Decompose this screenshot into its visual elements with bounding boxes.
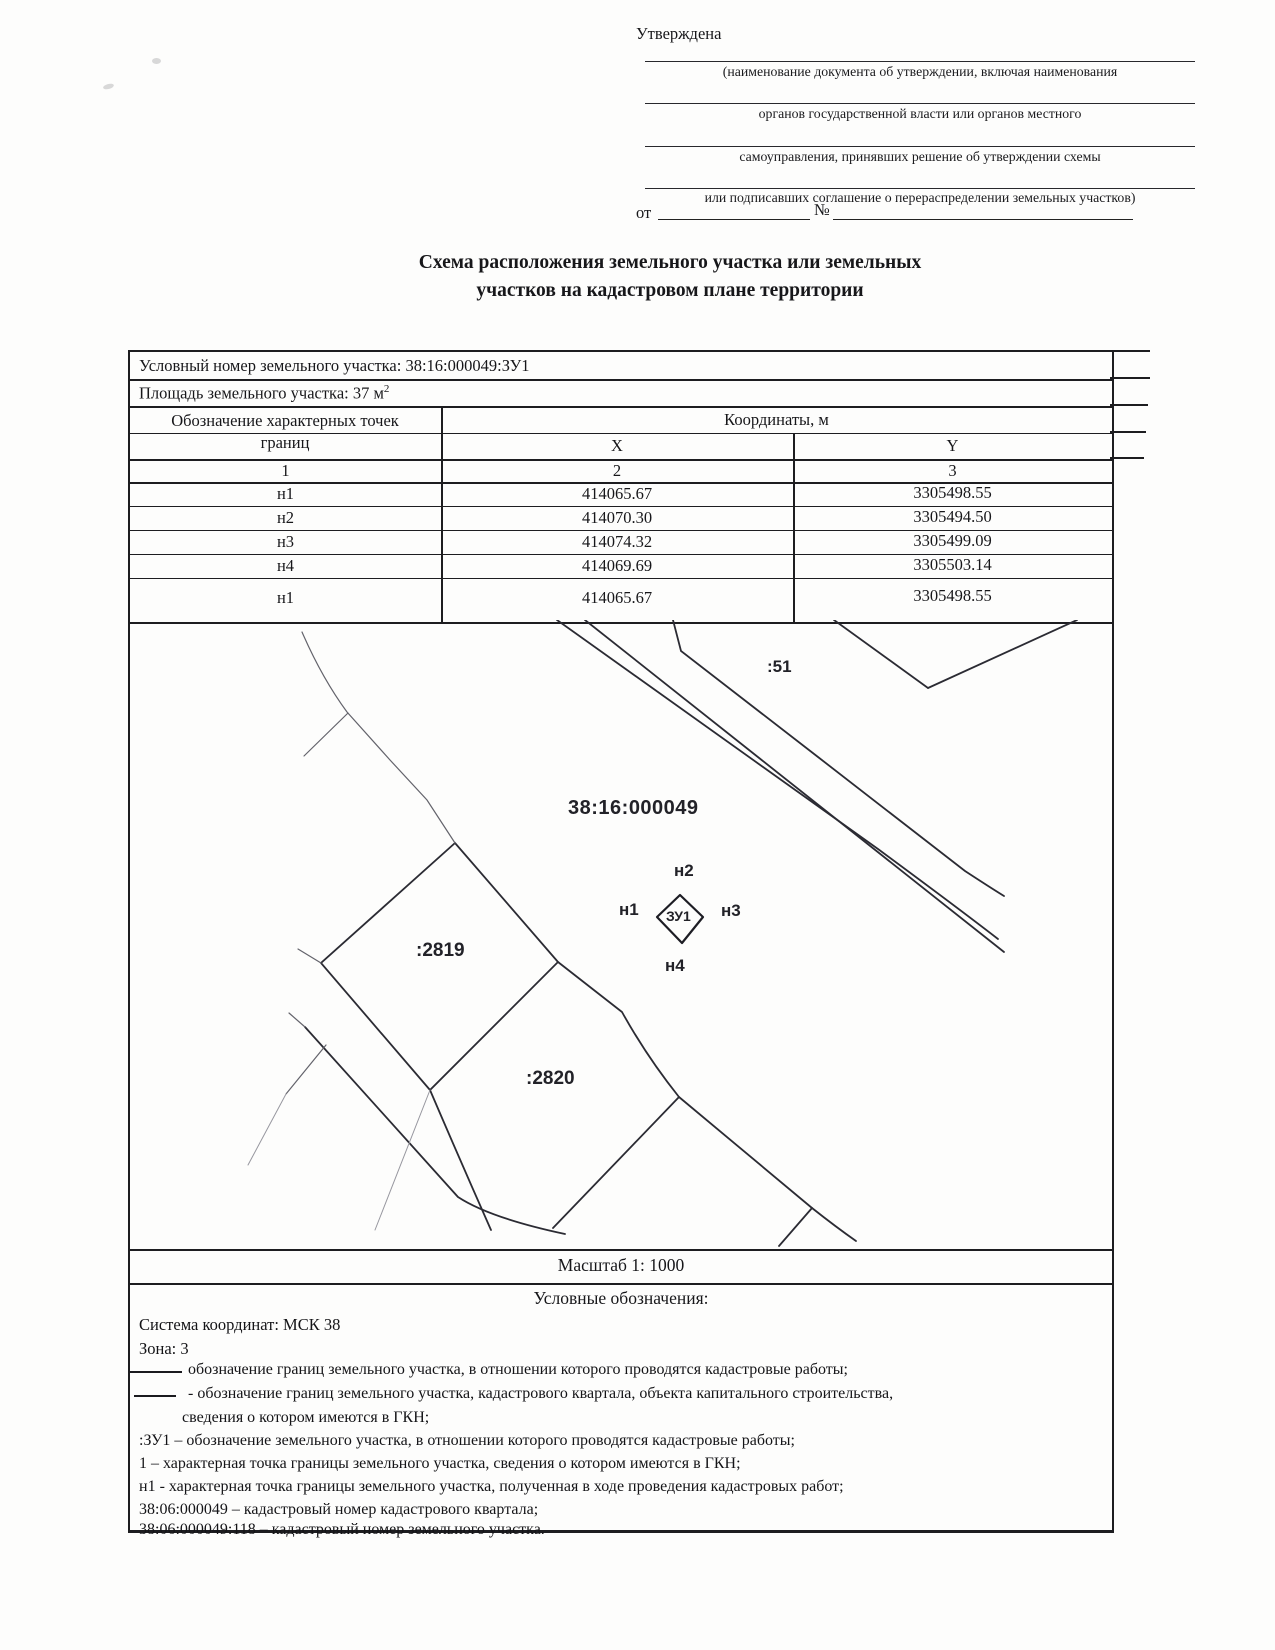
point-n2-label: н2 (674, 861, 694, 880)
y-cell: 3305498.55 (913, 483, 992, 502)
boundary-line (679, 1097, 812, 1208)
road-line (585, 620, 1004, 952)
area-text: Площадь земельного участка: 37 м (139, 383, 384, 403)
header-points: Обозначение характерных точек границ (171, 411, 399, 453)
scan-line-overshoot (1110, 431, 1146, 433)
point-cell: н2 (276, 508, 295, 527)
legend-item: н1 - характерная точка границы земельного участка, полученная в ходе проведения кадастровых работ; (139, 1478, 844, 1495)
index-cell: 3 (948, 461, 957, 480)
approval-caption: или подписавших соглашение о перераспределении земельных участков) (704, 190, 1136, 205)
legend-item: 38:06:000049:118 – кадастровый номер земельного участка. (139, 1521, 545, 1538)
area-superscript: 2 (383, 383, 390, 395)
spur-line (289, 1013, 305, 1027)
faint-extension (248, 1094, 286, 1165)
approval-date-blank (658, 219, 810, 220)
boundary-line (779, 1208, 812, 1246)
parcel-zu1-label: ЗУ1 (666, 908, 691, 924)
approval-underline (645, 61, 1195, 62)
point-cell: н3 (276, 532, 295, 551)
spur-line (298, 949, 321, 963)
legend-heading: Условные обозначения: (533, 1288, 709, 1308)
x-cell: 414065.67 (581, 484, 653, 503)
approval-title: Утверждена (636, 24, 722, 43)
legend-item: :ЗУ1 – обозначение земельного участка, в отношении которого проводятся кадастровые работы; (139, 1432, 795, 1449)
scan-line-overshoot (1110, 377, 1150, 379)
scan-line-overshoot (1110, 404, 1148, 406)
divider-line (130, 406, 1112, 408)
page-title-line1: Схема расположения земельного участка или земельных (418, 252, 922, 273)
parcel-2820-label: :2820 (526, 1068, 575, 1089)
divider-line (130, 1283, 1112, 1285)
approval-number-blank (833, 219, 1133, 220)
boundary-line (305, 1027, 565, 1234)
boundary-line (553, 1097, 679, 1228)
y-cell: 3305503.14 (913, 555, 992, 574)
approval-number-label: № (814, 200, 830, 219)
thin-boundaries (286, 632, 455, 1094)
y-cell: 3305494.50 (913, 507, 992, 526)
legend-item: 1 – характерная точка границы земельного участка, сведения о котором имеются в ГКН; (139, 1455, 741, 1472)
area-row (139, 383, 389, 404)
y-cell: 3305498.55 (913, 586, 992, 605)
conditional-number-row: Условный номер земельного участка: 38:16:000049:ЗУ1 (139, 356, 530, 375)
point-cell: н4 (276, 556, 295, 575)
approval-caption: (наименование документа об утверждении, включая наименования (722, 64, 1118, 79)
quarter-boundary (558, 962, 679, 1097)
boundary-line (673, 620, 1004, 896)
quarter-number-label: 38:16:000049 (568, 797, 699, 819)
legend-thick-line-symbol (130, 1371, 182, 1373)
scan-line-overshoot (1110, 457, 1144, 459)
x-cell: 414069.69 (581, 556, 653, 575)
approval-underline (645, 103, 1195, 104)
x-cell: 414065.67 (581, 588, 653, 607)
point-cell: н1 (276, 484, 295, 503)
divider-line (130, 379, 1112, 381)
faint-extension (375, 1090, 430, 1230)
point-n3-label: н3 (721, 901, 741, 920)
zone: Зона: 3 (139, 1339, 189, 1358)
point-n1-label: н1 (619, 900, 639, 919)
approval-underline (645, 188, 1195, 189)
scale-label: Масштаб 1: 1000 (557, 1255, 685, 1275)
scan-line-overshoot (1110, 350, 1150, 352)
x-cell: 414070.30 (581, 508, 653, 527)
approval-caption: органов государственной власти или органов местного (758, 106, 1082, 121)
coordinate-system: Система координат: МСК 38 (139, 1315, 341, 1334)
index-cell: 1 (281, 461, 290, 480)
branch-line (304, 713, 348, 756)
index-cell: 2 (612, 461, 622, 480)
branch-line (286, 1045, 326, 1094)
point-cell: н1 (276, 588, 295, 607)
legend-thin-line-symbol (134, 1395, 176, 1397)
approval-underline (645, 146, 1195, 147)
header-x: X (611, 436, 623, 455)
legend-item: обозначение границ земельного участка, в отношении которого проводятся кадастровые работы; (188, 1361, 848, 1378)
faint-lines (248, 1090, 430, 1230)
cadastral-map (130, 620, 1110, 1247)
y-cell: 3305499.09 (913, 531, 992, 550)
quarter-boundary-thin (302, 632, 455, 843)
parcel-51-label: :51 (767, 657, 792, 676)
x-cell: 414074.32 (581, 532, 653, 551)
approval-caption: самоуправления, принявших решение об утверждении схемы (739, 149, 1101, 164)
divider-line (130, 578, 1112, 579)
boundary-line (928, 620, 1077, 688)
page-title-line2: участков на кадастровом плане территории (476, 280, 864, 301)
scan-smudge (103, 83, 115, 91)
parcel-2819-label: :2819 (416, 940, 465, 961)
point-n4-label: н4 (665, 956, 685, 975)
parcel-2819-outline (321, 843, 558, 1090)
map-drawing (130, 620, 1110, 1247)
legend-item: 38:06:000049 – кадастровый номер кадастрового квартала; (139, 1501, 539, 1518)
header-coordinates: Координаты, м (724, 410, 829, 429)
legend-item: сведения о котором имеются в ГКН; (182, 1409, 430, 1426)
approval-from-label: от (636, 203, 652, 222)
header-y: Y (946, 436, 959, 455)
boundary-line (834, 620, 928, 688)
scan-smudge (152, 58, 161, 64)
map-bottom-border (130, 1249, 1112, 1251)
boundary-line (812, 1208, 856, 1241)
legend-item: - обозначение границ земельного участка, кадастрового квартала, объекта капитального строительства, (188, 1385, 894, 1402)
